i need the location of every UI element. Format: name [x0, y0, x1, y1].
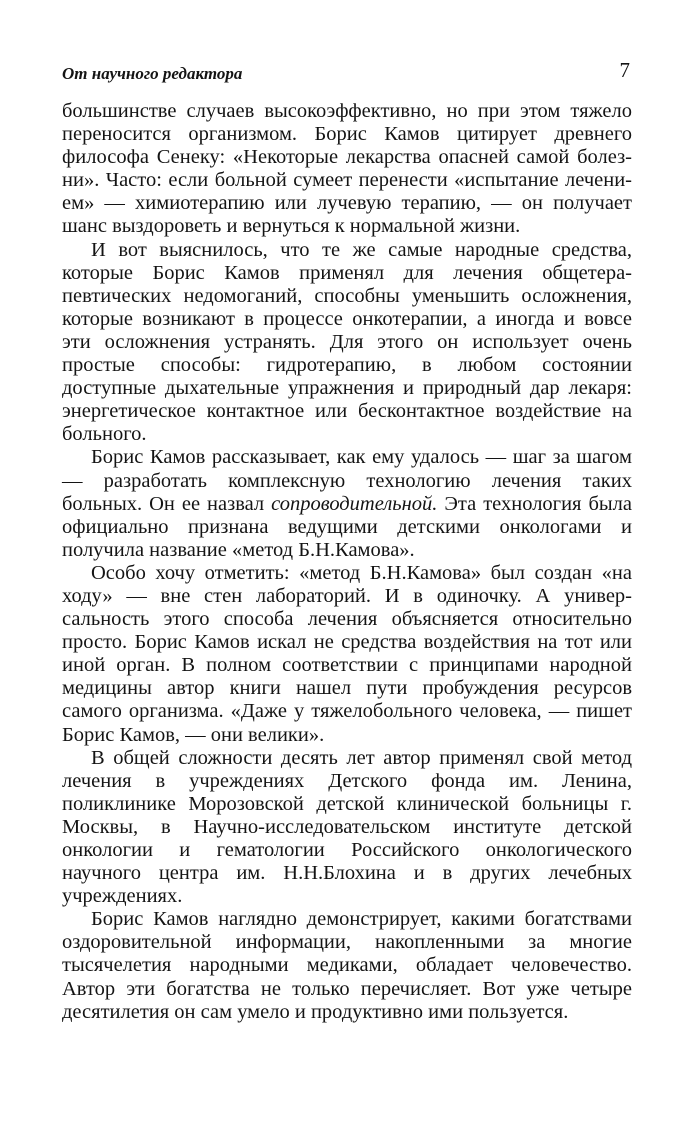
text-line: Автор эти богатства не только перечисляет. Вот уже четыре	[62, 977, 632, 1000]
text-line: Борис Камов, — они велики».	[62, 723, 325, 746]
running-title: От научного редактора	[62, 64, 243, 83]
text-line: ни». Часто: если больной сумеет перенести «испытание лечени-	[62, 169, 632, 192]
text-line: И вот выяснилось, что те же самые народные средства,	[91, 238, 632, 261]
book-page	[62, 58, 632, 1024]
text-line: большинстве случаев высокоэффективно, но при этом тяжело	[62, 100, 632, 122]
text-line: которые возникают в процессе онкотерапии, а иногда и вовсе	[62, 307, 632, 330]
text-line: больного.	[62, 423, 147, 446]
text-line: сальность этого способа лечения объясняется относительно	[62, 608, 632, 631]
text-line: — разработать комплексную технологию лечения таких	[62, 469, 632, 492]
paragraph	[62, 239, 632, 447]
text-line: оздоровительной информации, накопленными за многие	[62, 931, 632, 954]
text-line: доступные дыхательные упражнения и природный дар лекаря:	[62, 377, 632, 400]
paragraph	[62, 562, 632, 747]
running-head	[62, 58, 632, 88]
text-line: тысячелетия народными медиками, обладает человечество.	[62, 954, 632, 977]
paragraph	[62, 100, 632, 239]
text-line: официально признана ведущими детскими онкологами и	[62, 515, 632, 538]
paragraph	[62, 747, 632, 909]
text-line: лечения в учреждениях Детского фонда им. Ленина,	[62, 769, 632, 792]
text-line: просто. Борис Камов искал не средства воздействия на тот или	[62, 631, 632, 654]
text-line: поликлинике Морозовской детской клинической больницы г.	[62, 792, 632, 815]
text-line: философа Сенеку: «Некоторые лекарства опасней самой болез-	[62, 146, 632, 169]
text-line: Москвы, в Научно-исследовательском институте детской	[62, 815, 632, 838]
text-line: получила название «метод Б.Н.Камова».	[62, 538, 415, 561]
paragraph	[62, 446, 632, 561]
paragraph	[62, 908, 632, 1023]
text-line: ем» — химиотерапию или лучевую терапию, — он получает	[62, 192, 632, 215]
text-line: переносится организмом. Борис Камов цитирует древнего	[62, 123, 632, 146]
text-line: шанс выздороветь и вернуться к нормальной жизни.	[62, 215, 521, 238]
text-line: эти осложнения устранять. Для этого он использует очень	[62, 330, 632, 353]
text-line: больных. Он ее назвал сопроводительной. Эта технология была	[62, 492, 632, 515]
text-line: певтических недомоганий, способны уменьшить осложнения,	[62, 284, 632, 307]
text-line: Борис Камов рассказывает, как ему удалось — шаг за шагом	[91, 446, 632, 469]
text-line: десятилетия он сам умело и продуктивно ими пользуется.	[62, 1000, 569, 1023]
text-line: научного центра им. Н.Н.Блохина и в других лечебных	[62, 862, 632, 885]
text-line: учреждениях.	[62, 885, 183, 908]
text-line: Борис Камов наглядно демонстрирует, какими богатствами	[91, 908, 632, 931]
text-line: медицины автор книги нашел пути пробуждения ресурсов	[62, 677, 632, 700]
body-text	[62, 100, 632, 1024]
text-line: Особо хочу отметить: «метод Б.Н.Камова» был создан «на	[91, 561, 632, 584]
text-line: онкологии и гематологии Российского онкологического	[62, 839, 632, 861]
page-number: 7	[619, 58, 630, 82]
text-line: В общей сложности десять лет автор применял свой метод	[91, 746, 632, 769]
text-line: энергетическое контактное или бесконтактное воздействие на	[62, 400, 632, 423]
text-line: простые способы: гидротерапию, в любом состоянии	[62, 354, 632, 377]
text-line: которые Борис Камов применял для лечения общетера-	[62, 261, 632, 284]
text-line: ходу» — вне стен лабораторий. И в одиночку. А универ-	[62, 584, 632, 607]
text-line: самого организма. «Даже у тяжелобольного человека, — пишет	[62, 700, 632, 723]
text-line: иной орган. В полном соответствии с принципами народной	[62, 654, 632, 677]
